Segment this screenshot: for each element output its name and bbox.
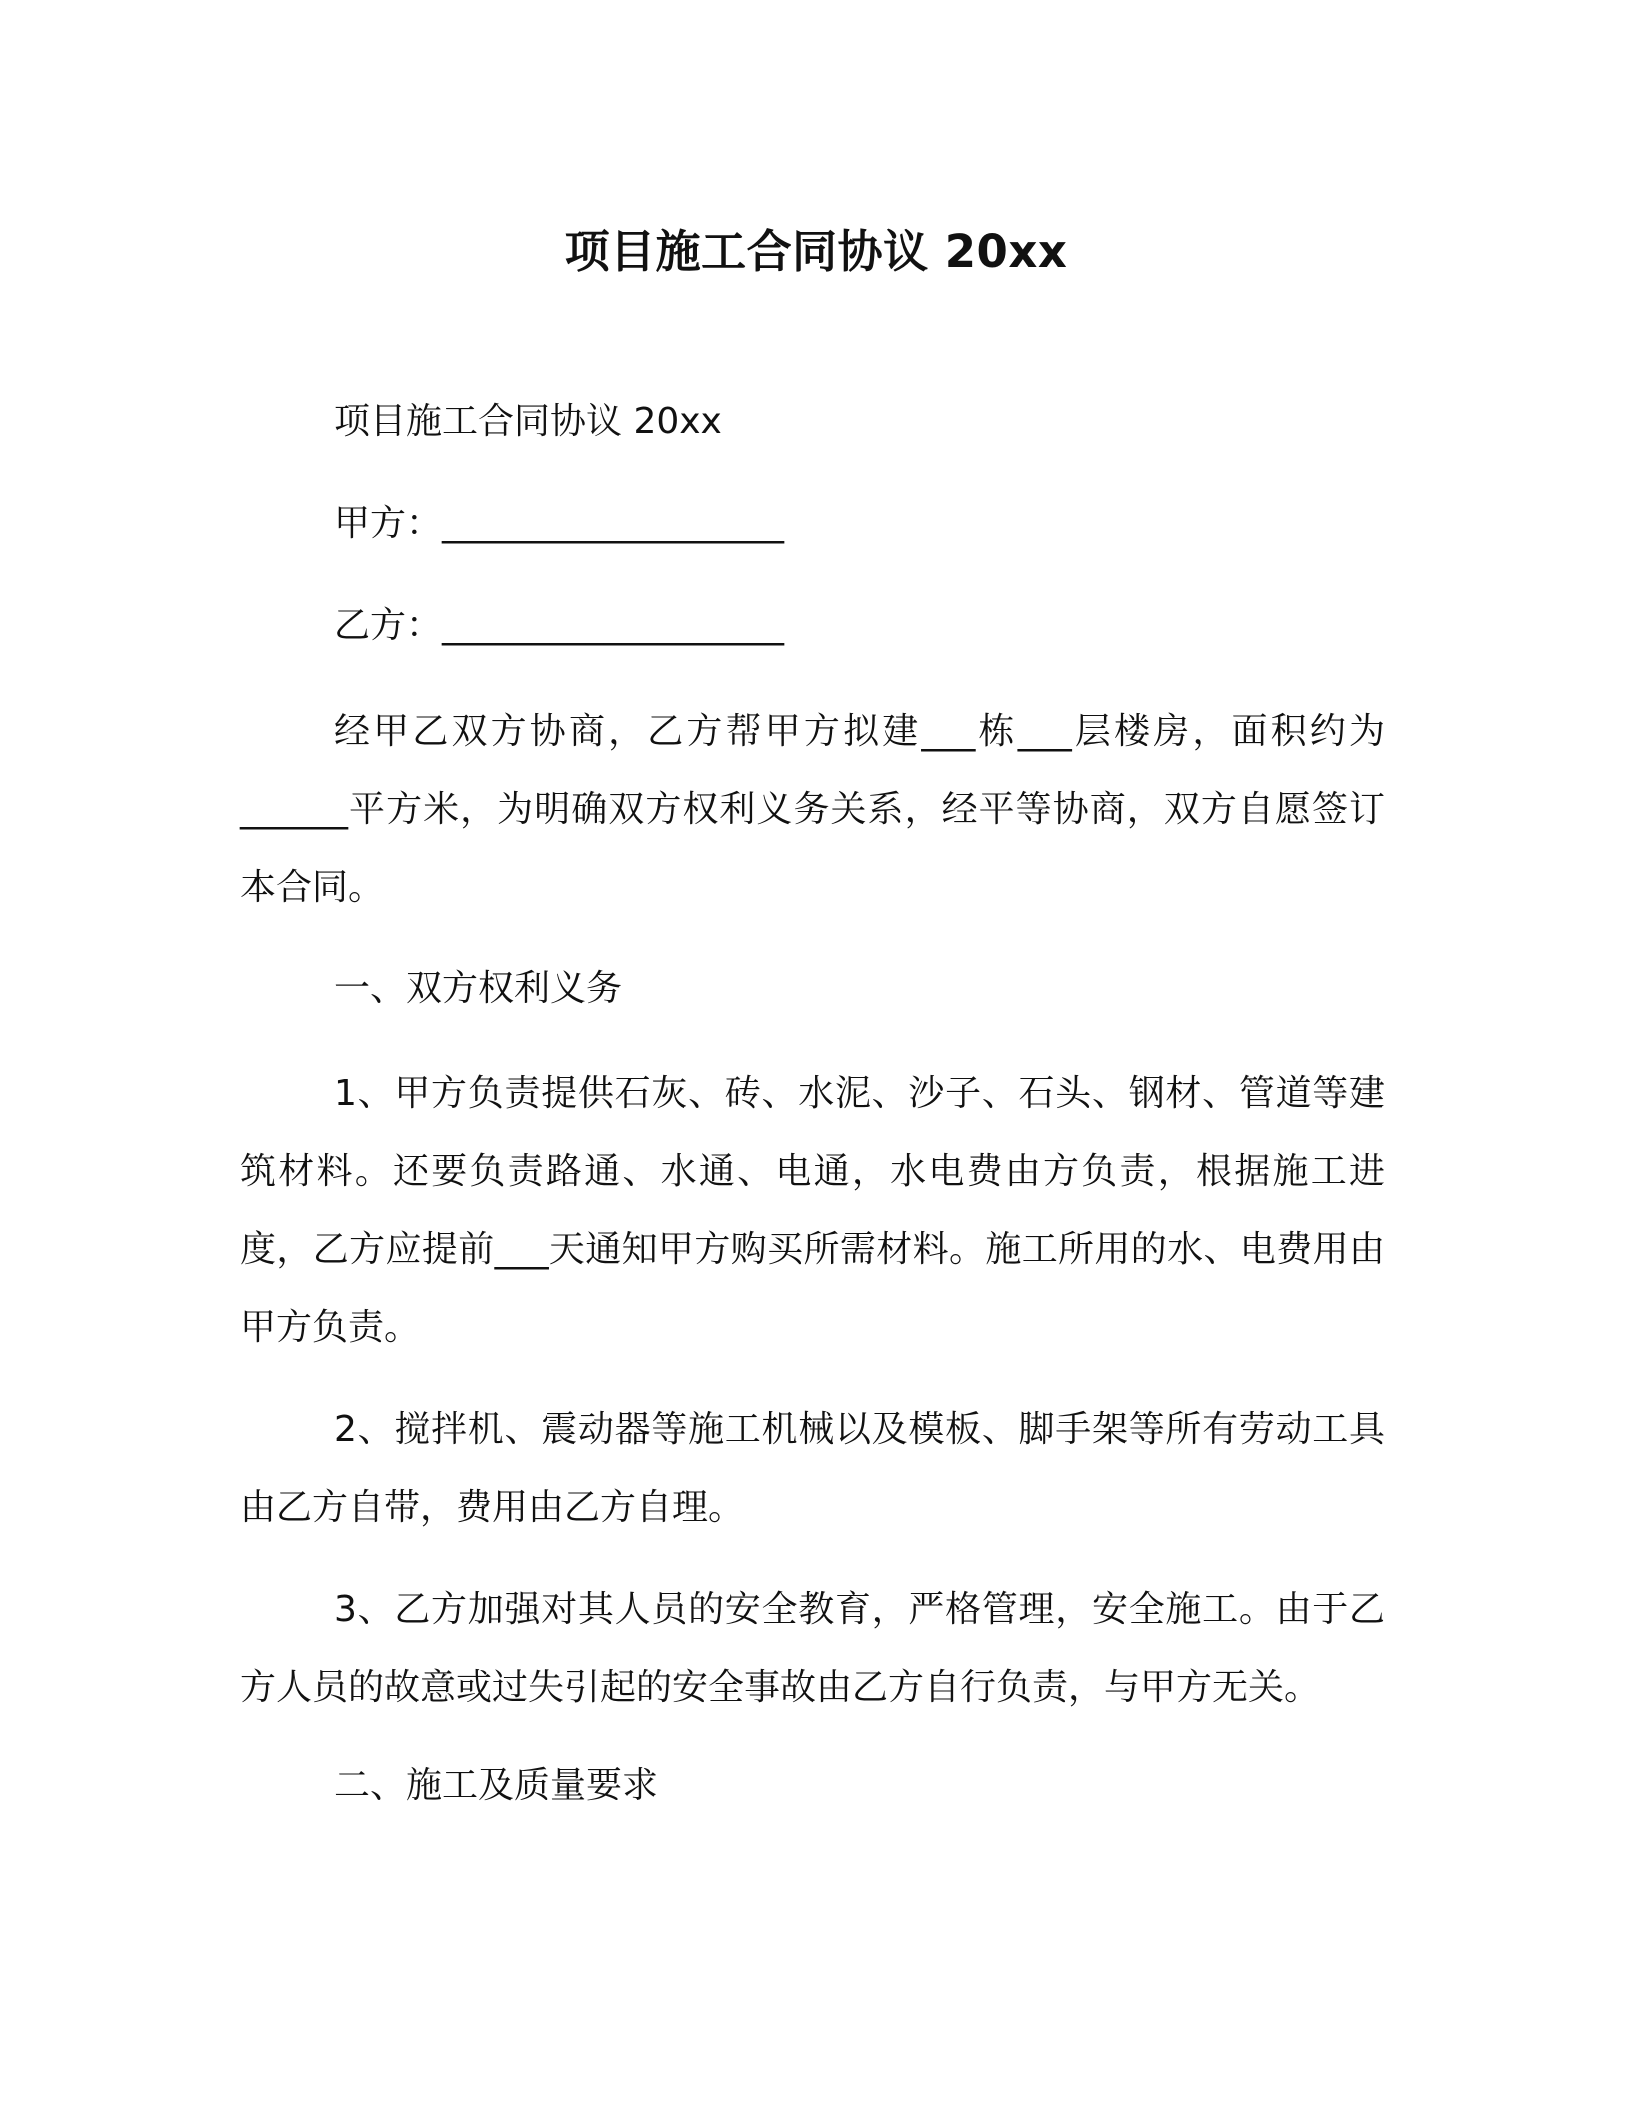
intro-paragraph: 经甲乙双方协商，乙方帮甲方拟建___栋___层楼房，面积约为______平方米，为明确双方权利义务关系，经平等协商，双方自愿签订本合同。	[240, 711, 1385, 908]
document-subtitle: 项目施工合同协议 20xx	[334, 401, 722, 442]
section-heading-rights: 一、双方权利义务	[334, 968, 623, 1009]
clause-2-paragraph: 2、搅拌机、震动器等施工机械以及模板、脚手架等所有劳动工具由乙方自带，费用由乙方自理。	[240, 1409, 1385, 1528]
section-heading-construction: 二、施工及质量要求	[334, 1765, 659, 1806]
document-title: 项目施工合同协议 20xx	[564, 225, 1068, 278]
party-a-line: 甲方：___________________	[334, 503, 785, 544]
clause-3-paragraph: 3、乙方加强对其人员的安全教育，严格管理，安全施工。由于乙方人员的故意或过失引起的安全事故由乙方自行负责，与甲方无关。	[240, 1589, 1385, 1708]
clause-1-paragraph: 1、甲方负责提供石灰、砖、水泥、沙子、石头、钢材、管道等建筑材料。还要负责路通、水通、电通，水电费由方负责，根据施工进度，乙方应提前___天通知甲方购买所需材料。施工所用的水、电费用由甲方负责。	[240, 1073, 1385, 1348]
party-b-line: 乙方：___________________	[334, 605, 785, 646]
